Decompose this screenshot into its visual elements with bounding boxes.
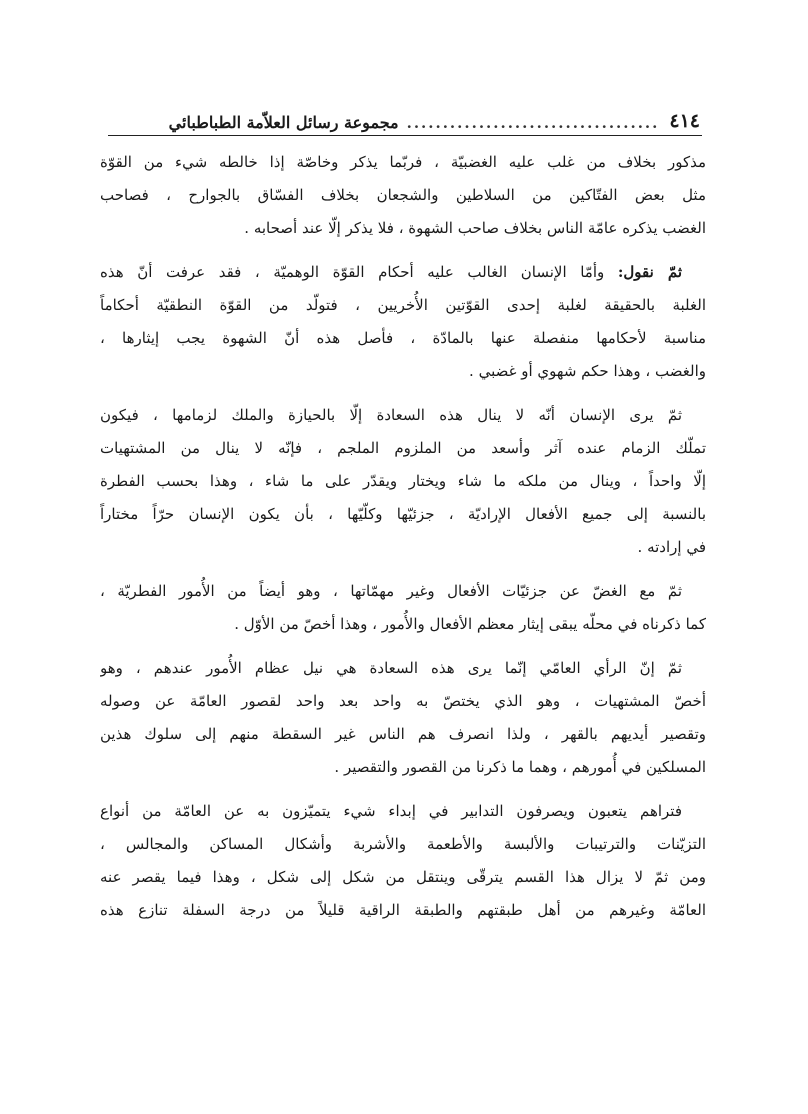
text-line: الغلبة بالحقيقة لغلبة إحدى القوّتين الأُخريين ، فتولّد من القوّة النطقيّة أحكاماً [100, 296, 706, 314]
text-line: إلّا واحداً ، وينال من ملكه ما شاء ويختار ويقدّر على ما شاء ، وهذا بحسب الفطرة [100, 472, 706, 490]
text-line: ومن ثمّ لا يزال هذا القسم يترقّى وينتقل من شكل إلى شكل ، وهذا فيما يقصر عنه [100, 868, 706, 886]
text-line: الغضب يذكره عامّة الناس بخلاف صاحب الشهوة ، فلا يذكر إلّا عند أصحابه . [244, 219, 706, 237]
text-line: أخصّ المشتهيات ، وهو الذي يختصّ به واحد بعد واحد لقصور العامّة عن وصوله [100, 692, 706, 710]
header-leader-dots: ................................... [406, 114, 660, 132]
text-line: التزيّنات والترتيبات والألبسة والأطعمة والأشربة وأشكال المساكن والمجالس ، [100, 835, 706, 853]
text-line: مناسبة لأحكامها منفصلة عنها بالمادّة ، فأصل هذه أنّ الشهوة يجب إيثارها ، [100, 329, 706, 347]
text-line: فتراهم يتعبون ويصرفون التدابير في إبداء شيء يتميّزون به عن العامّة من أنواع [100, 802, 682, 820]
paragraph [100, 652, 706, 784]
text-line: مذكور بخلاف من غلب عليه الغضبيّة ، فربّما يذكر وخاصّة إذا خالطه شيء من القوّة [100, 153, 706, 171]
text-run: وأمّا الإنسان الغالب عليه أحكام القوّة الوهميّة ، فقد عرفت أنّ هذه [100, 263, 618, 281]
text-line: والغضب ، وهذا حكم شهوي أو غضبي . [469, 362, 706, 380]
book-title: مجموعة رسائل العلاّمة الطباطبائي [168, 113, 399, 132]
running-header [108, 96, 700, 132]
text-line [100, 256, 706, 289]
page-number: ٤١٤ [669, 110, 700, 132]
text-line: ثمّ يرى الإنسان أنّه لا ينال هذه السعادة إلّا بالحيازة والملك لزمامها ، فيكون [100, 406, 682, 424]
text-line: المسلكين في أُمورهم ، وهما ما ذكرنا من القصور والتقصير . [334, 758, 706, 776]
paragraph [100, 146, 706, 245]
body-text [100, 146, 706, 938]
text-line: كما ذكرناه في محلّه يبقى إيثار معظم الأفعال والأُمور ، وهذا أخصّ من الأوّل . [234, 615, 706, 633]
text-line: وتقصير أيديهم بالقهر ، ولذا انصرف هم الناس غير السقطة منهم إلى سلوك هذين [100, 725, 706, 743]
paragraph [100, 256, 706, 388]
text-line: ثمّ إنّ الرأي العامّي إنّما يرى هذه السعادة هي نيل عظام الأُمور عندهم ، وهو [100, 659, 682, 677]
text-line: مثل بعض الفتّاكين من السلاطين والشجعان بخلاف الفسّاق بالجوارح ، فصاحب [100, 186, 706, 204]
paragraph [100, 399, 706, 564]
text-line: ثمّ مع الغضّ عن جزئيّات الأفعال وغير مهمّاتها ، وهو أيضاً من الأُمور الفطريّة ، [100, 582, 682, 600]
header-rule [108, 135, 702, 136]
text-line: في إرادته . [637, 538, 706, 556]
text-line: تملّك الزمام عنده آثر وأسعد من الملزوم الملجم ، فإنّه لا ينال من المشتهيات [100, 439, 706, 457]
text-line: بالنسبة إلى جميع الأفعال الإراديّة ، جزئيّها وكلّيّها ، بأن يكون الإنسان حرّاً مختاراً [100, 505, 706, 523]
paragraph-lead: ثمّ نقول: [617, 263, 682, 281]
paragraph [100, 795, 706, 927]
paragraph [100, 575, 706, 641]
text-line: العامّة وغيرهم من أهل طبقتهم والطبقة الراقية قليلاً من درجة السفلة تنازع هذه [100, 901, 706, 919]
